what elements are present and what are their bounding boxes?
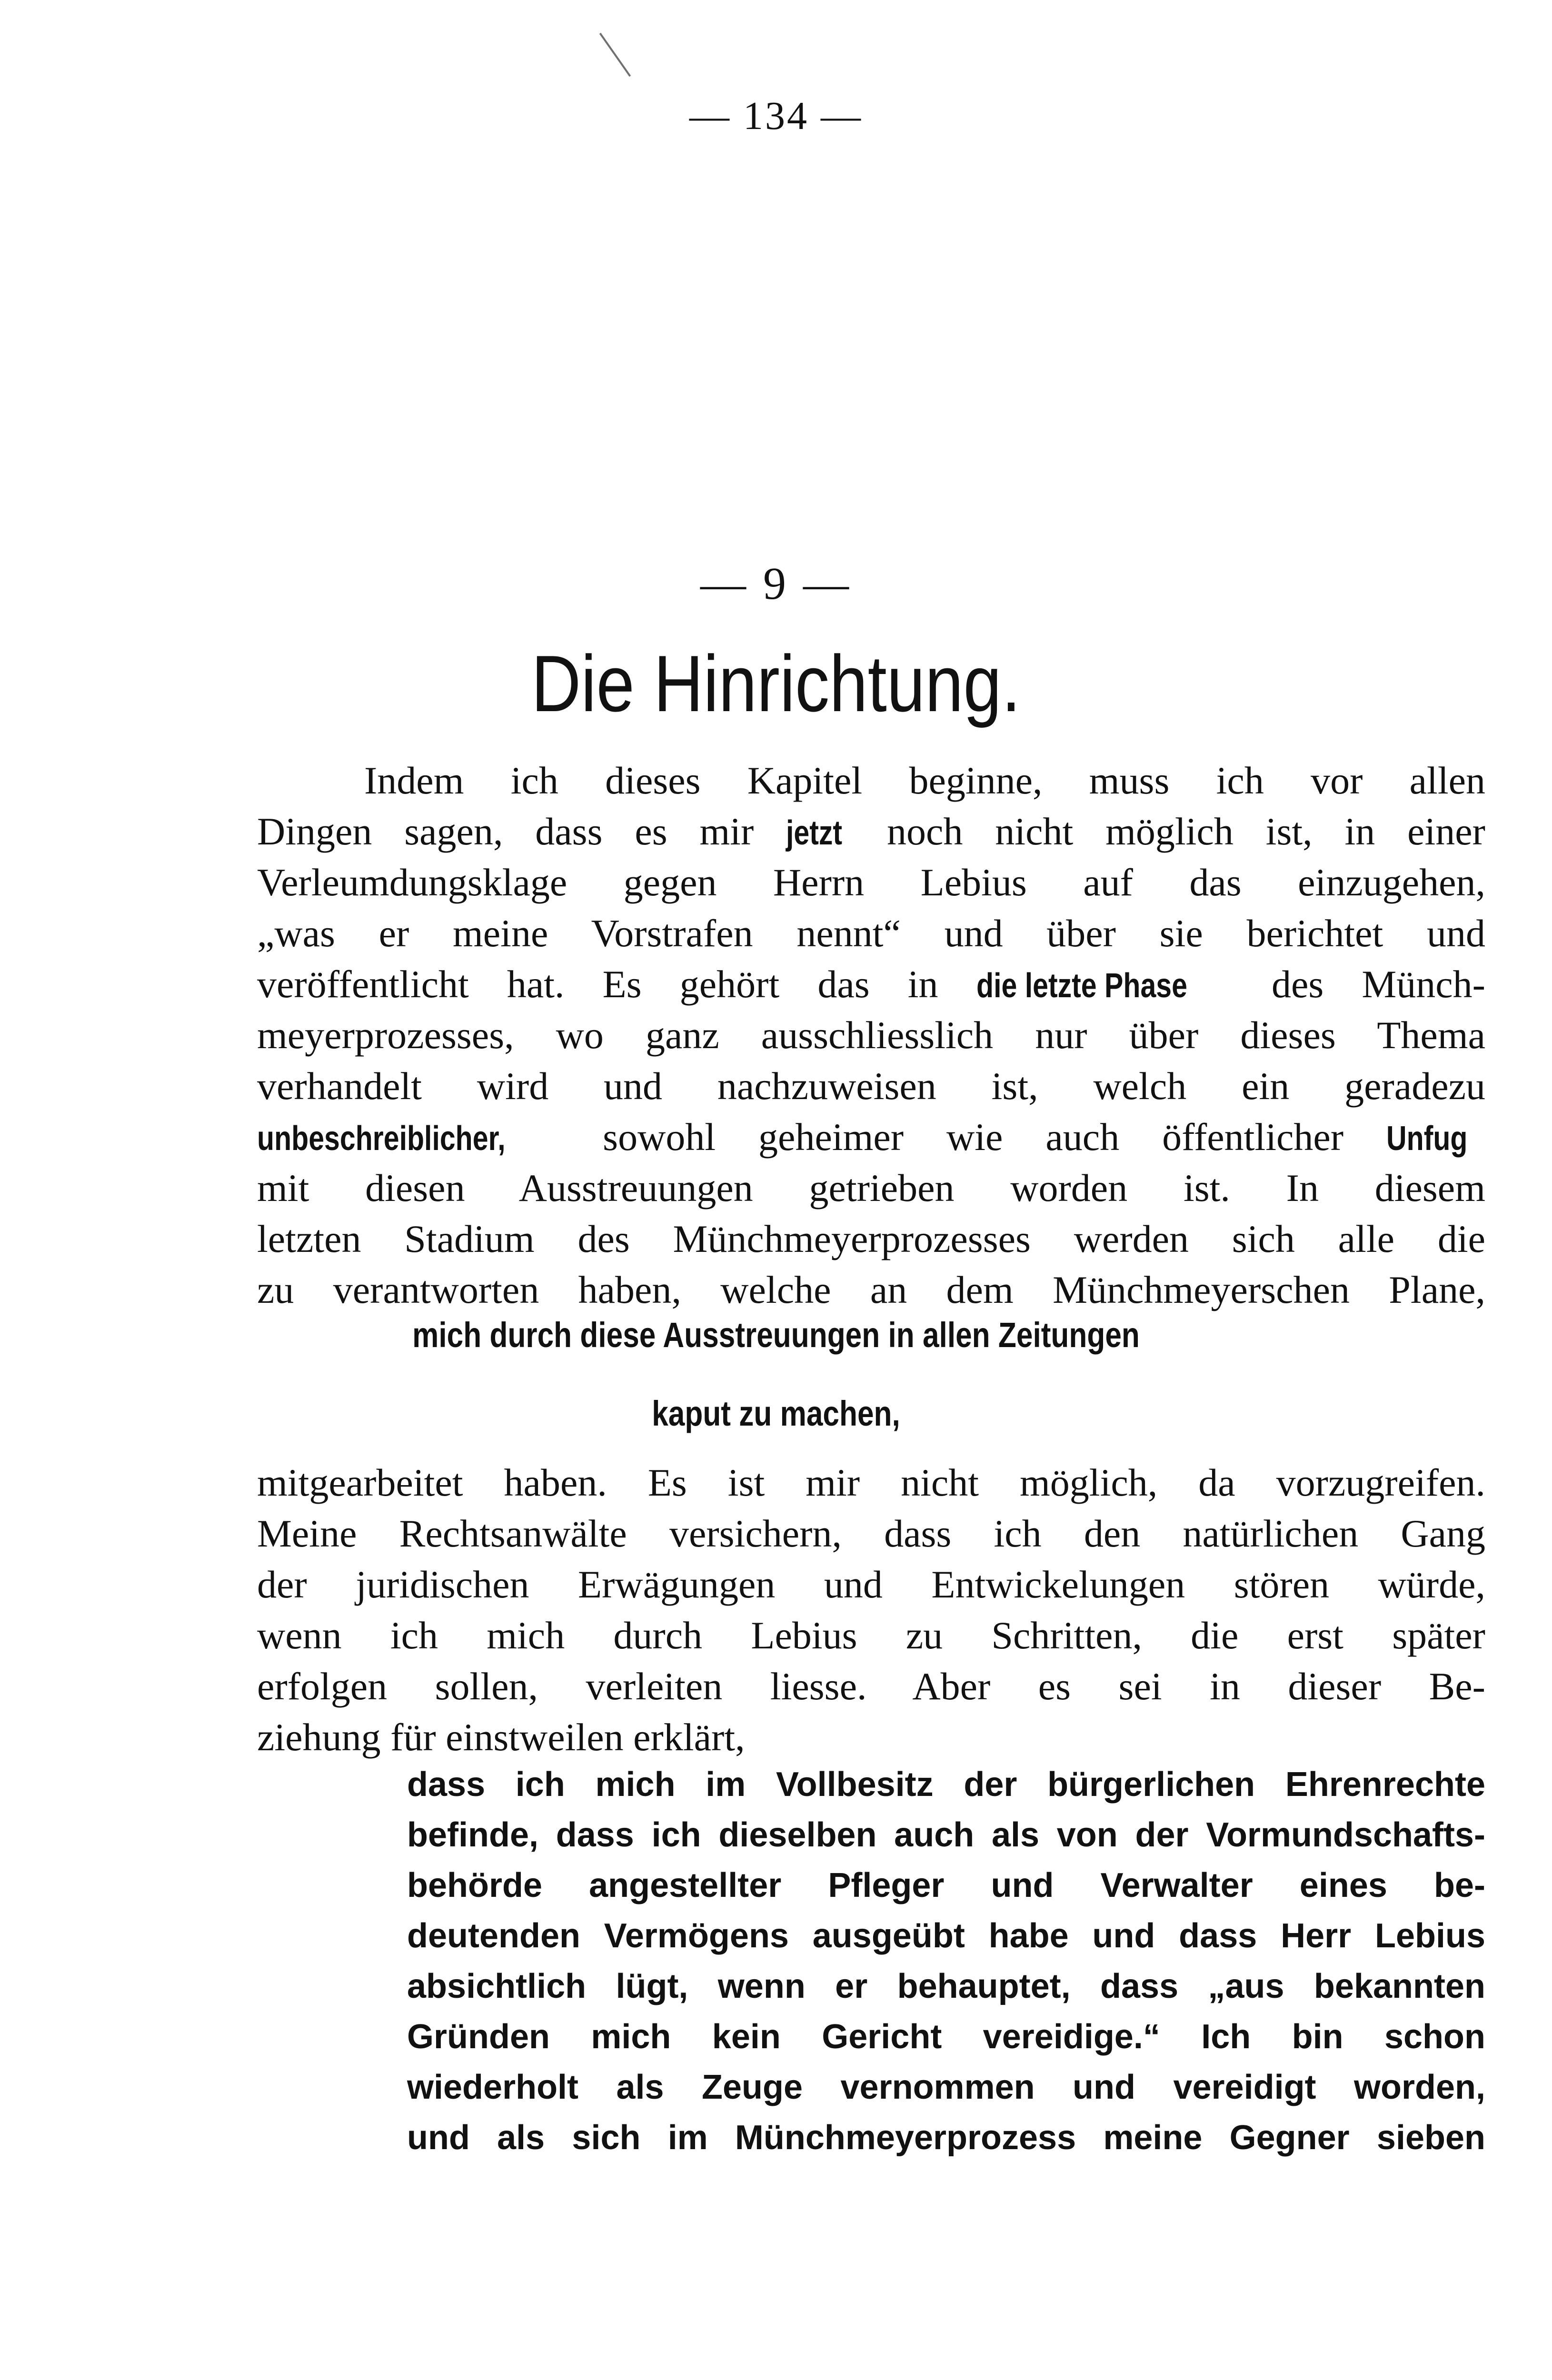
bold-line: befinde, dass ich dieselben auch als von der Vormundschafts- [407,1816,1485,1854]
text-line: ziehung für einstweilen erklärt, [257,1716,745,1759]
text-line [257,1009,1485,1061]
bold-line: dass ich mich im Vollbesitz der bürgerlichen Ehrenrechte [407,1765,1485,1804]
text-run: Dingen sagen, dass es mir [257,810,786,853]
text-run: „was er meine Vorstrafen nennt“ und über sie berichtet und [257,912,1485,955]
bold-line: absichtlich lügt, wenn er behauptet, dass „aus bekannten [407,1967,1485,2005]
text-line [257,958,1485,1011]
text-run: verhandelt wird und nachzuweisen ist, welch ein geradezu [257,1064,1485,1108]
text-line [257,907,1485,960]
text-line [257,1111,1485,1163]
bold-line: und als sich im Münchmeyerprozess meine Gegner sieben [407,2119,1485,2157]
emphasis-line: kaput zu machen, [652,1394,900,1433]
text-line: Meine Rechtsanwälte versichern, dass ich den natürlichen Gang [257,1512,1485,1555]
bold-line: Gründen mich kein Gericht vereidige.“ Ich bin schon [407,2018,1485,2056]
scan-mark [599,33,631,77]
bold-line: deutenden Vermögens ausgeübt habe und dass Herr Lebius [407,1917,1485,1955]
bold-run: die letzte Phase [976,967,1187,1005]
text-run: des Münch- [1233,962,1485,1006]
text-line [257,1264,1485,1316]
text-line: erfolgen sollen, verleiten liesse. Aber es sei in dieser Be- [257,1665,1485,1708]
text-run: letzten Stadium des Münchmeyerprozesses werden sich alle die [257,1217,1485,1260]
text-line [257,1060,1485,1112]
chapter-title: Die Hinrichtung. [531,639,1021,728]
text-line: mitgearbeitet haben. Es ist mir nicht möglich, da vorzugreifen. [257,1461,1485,1504]
text-line [257,1162,1485,1214]
page-number: — 134 — [689,94,863,138]
text-run: zu verantworten haben, welche an dem Münchmeyerschen Plane, [257,1268,1485,1311]
text-line: wenn ich mich durch Lebius zu Schritten, die erst später [257,1614,1485,1657]
text-line [257,856,1485,909]
bold-run: Unfug [1386,1120,1468,1158]
text-line [257,1213,1485,1265]
text-run: meyerprozesses, wo ganz ausschliesslich nur über dieses Thema [257,1013,1485,1057]
text-line [257,805,1485,858]
bold-line: wiederholt als Zeuge vernommen und vereidigt worden, [407,2068,1485,2106]
bold-line: behörde angestellter Pfleger und Verwalter eines be- [407,1866,1485,1904]
bold-run: unbeschreiblicher, [257,1120,506,1158]
emphasis-line: mich durch diese Ausstreuungen in allen Zeitungen [412,1315,1140,1355]
text-run: veröffentlicht hat. Es gehört das in [257,962,976,1006]
chapter-number: — 9 — [700,558,852,609]
text-run: Indem ich dieses Kapitel beginne, muss ich vor allen [364,759,1485,802]
text-line: der juridischen Erwägungen und Entwickelungen stören würde, [257,1563,1485,1606]
text-run: sowohl geheimer wie auch öffentlicher [560,1115,1387,1159]
text-run: Verleumdungsklage gegen Herrn Lebius auf das einzugehen, [257,861,1485,904]
bold-run: jetzt [786,814,843,852]
text-run: noch nicht möglich ist, in einer [855,810,1485,853]
text-run: mit diesen Ausstreuungen getrieben worden ist. In diesem [257,1166,1485,1210]
text-line [364,754,1485,807]
